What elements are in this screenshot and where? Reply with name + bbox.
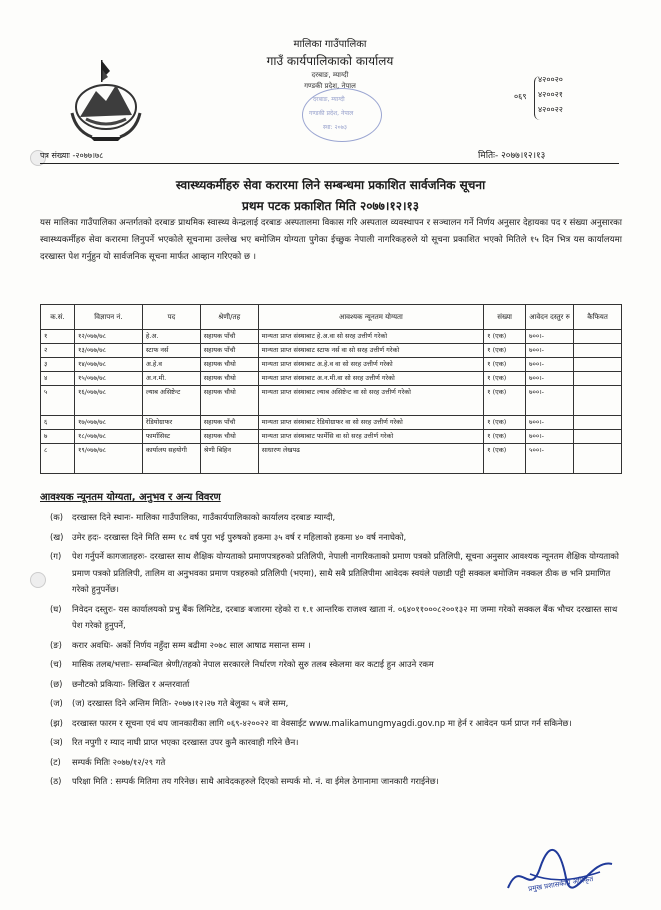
item-label: (ठ) — [50, 776, 62, 786]
table-cell: मान्यता प्राप्त संस्थाबाट रेडियोग्राफर वा सो सरह उत्तीर्ण गरेको — [258, 416, 483, 430]
table-cell: ७००।- — [526, 330, 574, 344]
table-row — [41, 416, 622, 430]
table-cell: १ (एक) — [484, 372, 526, 386]
item-text: रित नपुगी र म्याद नाघी प्राप्त भएका दरखास्त उपर कुनै कारवाही गरिने छैन। — [72, 737, 299, 747]
notice-intro: यस मालिका गाउँपालिका अन्तर्गतको दरबाङ प्राथमिक स्वास्थ्य केन्द्रलाई दरबाङ अस्पतालमा विकास गरि अस्पताल व्यवस्थापन र सञ्चालन गर्ने निर्णय अनुसार देहायका पद र संख्या अनुसारका स्वास्थ्यकर्मीहरु सेवा करारमा लिनुपर्ने भएकोले सूचनामा उल्लेख भए बमोजिम योग्यता पुगेका ईच्छुक नेपाली नागरिकहरुले यो सूचना प्रकाशित भएको मितिले १५ दिन भित्र यस कार्यालयमा दरखास्त पेश गर्नुहुन यो सार्वजनिक सूचना मार्फत आव्हान गरिएको छ । — [40, 218, 622, 262]
stamp-text: दरबाङ, म्याग्दी — [313, 96, 345, 103]
table-row — [41, 386, 622, 416]
list-item — [50, 734, 622, 751]
phone-prefix: ०६९ — [514, 92, 527, 101]
header-divider — [40, 163, 619, 164]
table-cell — [574, 330, 622, 344]
table-cell: ५ — [41, 386, 75, 416]
table-cell: १ — [41, 330, 75, 344]
item-label: (ख) — [50, 531, 64, 542]
table-row — [41, 444, 622, 474]
table-cell: ५००।- — [526, 444, 574, 474]
item-text: सम्पर्क मितिः २०७७/१२/२९ गते — [72, 756, 166, 767]
notice-title: स्वास्थ्यकर्मीहरु सेवा करारमा लिने सम्बन्धमा प्रकाशित सार्वजनिक सूचना — [175, 178, 486, 192]
table-cell: १३/०७७/७८ — [74, 344, 142, 358]
vacancy-table — [40, 304, 622, 474]
table-cell: ७००।- — [526, 430, 574, 444]
table-cell — [574, 372, 622, 386]
table-cell: १ (एक) — [484, 358, 526, 372]
item-label: (ज) — [50, 698, 63, 708]
table-cell: मान्यता प्राप्त संस्थाबाट फार्मेसि वा सो सरह उत्तीर्ण गरेको — [258, 430, 483, 444]
table-cell — [574, 444, 622, 474]
punch-hole — [30, 572, 46, 588]
item-label: (ञ) — [50, 737, 63, 747]
table-cell: अ.न.मी. — [142, 372, 200, 386]
list-item — [50, 509, 622, 526]
item-text: पेश गर्नुपर्ने कागजातहरुः- दरखास्त साथ शैक्षिक योग्यताको प्रमाणपत्रहरुको प्रतिलिपी, नेपाली नागरिकताको प्रमाण पत्रको प्रतिलिपी, सूचना अनुसार आवश्यक न्यूनतम शैक्षिक योग्यताको प्रमाण पत्रको प्रतिलिपी, तालिम वा अनुभवका प्रमाण पत्रहरुको प्रतिलिपी (भएमा), साथै सबै प्रतिलिपीमा आवेदक स्वयंले पछाडी पट्टी सक्कल बमोजिम नक्कल ठीक छ भनि प्रमाणित गरेको हुनुपर्नेछ। — [72, 551, 619, 594]
list-item — [50, 529, 622, 546]
office-name: गाउँ कार्यपालिकाको कार्यालय — [266, 54, 394, 68]
item-text: दरखास्त दिने स्थानः- मालिका गाउँपालिका, गाउँकार्यपालिकाको कार्यालय दरबाङ म्याग्दी, — [72, 512, 336, 522]
item-label: (छ) — [50, 678, 63, 689]
phone-brace — [534, 76, 540, 120]
column-header: आवश्यक न्यूनतम योग्यता — [258, 305, 483, 330]
table-cell: मान्यता प्राप्त संस्थाबाट ल्याब असिष्टेन्ट वा सो सरह उत्तीर्ण गरेको — [258, 386, 483, 416]
table-cell: १६/०७७/७८ — [74, 386, 142, 416]
table-cell: १ (एक) — [484, 386, 526, 416]
phone-number: ४२००२१ — [538, 90, 563, 99]
list-item — [50, 601, 622, 634]
table-cell: स्टाफ नर्स — [142, 344, 200, 358]
notice-subtitle: प्रथम पटक प्रकाशित मिति २०७७।१२।१३ — [242, 199, 419, 213]
stamp-text: गण्डकी प्रदेश, नेपाल — [309, 110, 354, 117]
municipality-name: मालिका गाउँपालिका — [293, 39, 367, 50]
table-row — [41, 358, 622, 372]
table-cell: मान्यता प्राप्त संस्थाबाट अ.हे.व वा सो सरह उत्तीर्ण गरेको — [258, 358, 483, 372]
table-cell: १९/०७७/७८ — [74, 444, 142, 474]
item-label: (घ) — [50, 603, 62, 614]
table-cell: १ (एक) — [484, 330, 526, 344]
table-cell: १ (एक) — [484, 444, 526, 474]
table-cell: १८/०७७/७८ — [74, 430, 142, 444]
table-cell: सहायक पाँचौ — [200, 330, 258, 344]
item-text: छनौटको प्रकियाः- लिखित र अन्तरवार्ता — [72, 678, 190, 689]
list-item — [50, 773, 622, 790]
table-cell: ७००।- — [526, 372, 574, 386]
column-header: संख्या — [484, 305, 526, 330]
table-cell: सहायक चौथो — [200, 430, 258, 444]
list-item — [50, 754, 622, 771]
table-cell: १ (एक) — [484, 344, 526, 358]
table-row — [41, 344, 622, 358]
signature-icon — [500, 838, 618, 900]
nepal-emblem-icon — [62, 55, 150, 143]
item-text: दरखास्त फारम र सूचना एवं थप जानकारीका लागि ०६९-४२००२२ वा वेवसाईट www.malikamungmyagdi.gov.np मा हेर्न र आवेदन फर्म प्राप्त गर्न सकिनेछ। — [72, 717, 572, 728]
column-header: पद — [142, 305, 200, 330]
list-item — [50, 656, 622, 673]
table-cell: सहायक पाँचौ — [200, 344, 258, 358]
office-header — [180, 28, 480, 91]
table-cell: २ — [41, 344, 75, 358]
table-cell: १४/०७७/७८ — [74, 358, 142, 372]
phone-number: ४२००२० — [538, 75, 563, 84]
item-label: (क) — [50, 512, 63, 522]
table-cell: १५/०७७/७८ — [74, 372, 142, 386]
item-label: (ङ) — [50, 639, 62, 650]
list-item — [50, 548, 622, 598]
table-cell: ७००।- — [526, 386, 574, 416]
table-cell: ८ — [41, 444, 75, 474]
table-cell: ७००।- — [526, 358, 574, 372]
item-text: निवेदन दस्तुरः- यस कार्यालयको प्रभु बैंक लिमिटेड, दरबाङ बजारमा रहेको रा १.१ आन्तरिक राजश्व खाता नं. ०६४०११०००८२००१३२ मा जम्मा गरेको सक्कल बैंक भौचर दरखास्त साथ पेश गरेको हुनुपर्ने, — [72, 603, 618, 630]
table-cell: ३ — [41, 358, 75, 372]
table-cell: रेडियोग्राफर — [142, 416, 200, 430]
table-cell — [574, 430, 622, 444]
column-header: क.सं. — [41, 305, 75, 330]
office-stamp — [302, 88, 382, 142]
table-cell: ४ — [41, 372, 75, 386]
column-header: श्रेणी/तह — [200, 305, 258, 330]
list-item — [50, 695, 622, 712]
table-cell: १२/०७७/७८ — [74, 330, 142, 344]
table-cell — [574, 344, 622, 358]
table-cell: सहायक चौथो — [200, 386, 258, 416]
item-text: (ज) दरखास्त दिने अन्तिम मितिः- २०७७।१२।२७ गते बेलुका ५ बजे सम्म, — [72, 698, 289, 708]
item-text: उमेर हदः- दरखास्त दिने मिति सम्म १८ वर्ष पुरा भई पुरुषको हकमा ३५ वर्ष र महिलाको हकमा ४० वर्ष ननाघेको, — [72, 531, 407, 542]
table-cell: सहायक चौथो — [200, 372, 258, 386]
item-label: (ग) — [50, 551, 62, 561]
column-header: कैफियत — [574, 305, 622, 330]
table-row — [41, 330, 622, 344]
table-cell: ७००।- — [526, 344, 574, 358]
requirements-list — [50, 509, 622, 793]
column-header: विज्ञापन नं. — [74, 305, 142, 330]
item-label: (झ) — [50, 717, 63, 728]
table-cell: कार्यालय सहयोगी — [142, 444, 200, 474]
phone-number: ४२००२२ — [538, 105, 563, 114]
item-text: परिक्षा मिति : सम्पर्क मितिमा तय गरिनेछ। साथै आवेदकहरुले दिएको सम्पर्क मो. नं. वा ईमेल ठेगानामा जानकारी गराईनेछ। — [72, 776, 439, 786]
table-row — [41, 430, 622, 444]
table-cell: फार्मासिस्ट — [142, 430, 200, 444]
requirements-heading: आवश्यक न्यूनतम योग्यता, अनुभव र अन्य विवरण — [40, 492, 221, 503]
table-cell: ७ — [41, 430, 75, 444]
list-item — [50, 676, 622, 693]
table-cell: अ.हे.व — [142, 358, 200, 372]
column-header: आवेदन दस्तुर रु — [526, 305, 574, 330]
table-cell: श्रेणी बिहिन — [200, 444, 258, 474]
table-cell: १७/०७७/७८ — [74, 416, 142, 430]
table-cell: १ (एक) — [484, 430, 526, 444]
item-text: मासिक तलब/भत्ताः- सम्बन्धित श्रेणी/तहको नेपाल सरकारले निर्धारण गरेको सुरु तलब स्केलमा कर कटाई हुन आउने रकम — [72, 659, 434, 669]
table-cell: १ (एक) — [484, 416, 526, 430]
table-cell — [574, 386, 622, 416]
item-label: (च) — [50, 659, 62, 669]
table-cell: ७००।- — [526, 416, 574, 430]
table-row — [41, 372, 622, 386]
table-header-row — [41, 305, 622, 330]
reference-number: पत्र संख्याः -२०७७।७८ — [40, 151, 104, 160]
signatory-title: प्रमुख प्रशासकीय अधिकृत — [527, 874, 594, 894]
table-cell: सहायक चौथो — [200, 358, 258, 372]
table-cell: मान्यता प्राप्त संस्थाबाट हे.अ.वा सो सरह उत्तीर्ण गरेको — [258, 330, 483, 344]
table-cell: ६ — [41, 416, 75, 430]
stamp-text: स्था: २०७३ — [323, 124, 348, 131]
table-cell: मान्यता प्राप्त संस्थाबाट स्टाफ नर्स वा सो सरह उत्तीर्ण गरेको — [258, 344, 483, 358]
item-text: करार अवधिः- अर्को निर्णय नहुँदा सम्म बढीमा २०७८ साल आषाढ मसान्त सम्म । — [72, 639, 311, 650]
table-cell: हे.अ. — [142, 330, 200, 344]
office-province: गण्डकी प्रदेश, नेपाल — [304, 82, 356, 90]
table-cell: साधारण लेखपढ — [258, 444, 483, 474]
list-item — [50, 715, 622, 732]
table-cell — [574, 416, 622, 430]
table-cell: मान्यता प्राप्त संस्थाबाट अ.न.मी.वा सो सरह उत्तीर्ण गरेको — [258, 372, 483, 386]
item-label: (ट) — [50, 756, 61, 767]
letter-date: मितिः- २०७७।१२।१३ — [478, 151, 546, 161]
table-cell — [574, 358, 622, 372]
table-cell: सहायक पाँचौ — [200, 416, 258, 430]
office-address: दरबाङ, म्याग्दी — [311, 71, 349, 79]
table-cell: ल्याब असिष्टेन्ट — [142, 386, 200, 416]
list-item — [50, 637, 622, 654]
